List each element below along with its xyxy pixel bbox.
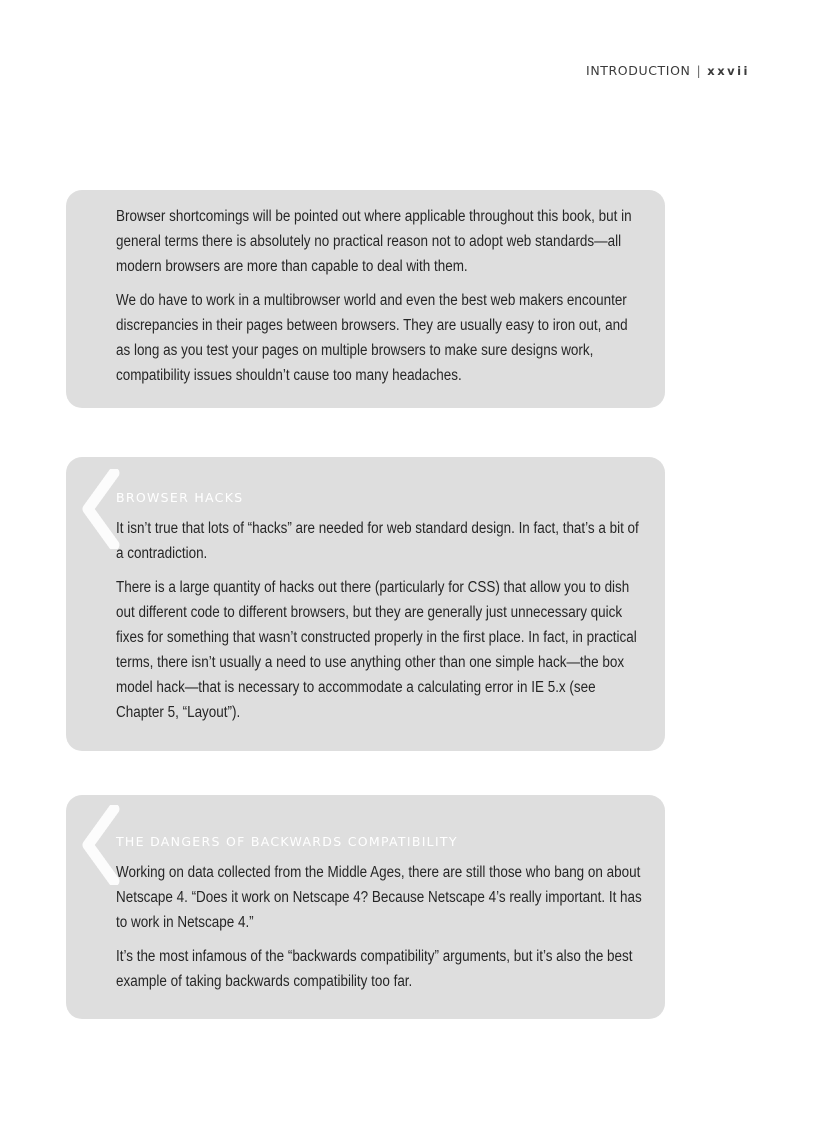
box-title: BROWSER HACKS	[116, 490, 244, 505]
note-paragraph: There is a large quantity of hacks out there (particularly for CSS) that allow you to dish out different code to different browsers, but they are generally just unnecessary quick fixes for something that wasn’t constructed properly in the first place. In fact, in practical terms, there isn’t usually a need to use anything other than one simple hack—the box model hack—that is necessary to accommodate a calculating error in IE 5.x (see Chapter 5, “Layout”).	[116, 579, 637, 721]
note-box-browser-hacks	[66, 457, 665, 751]
header-separator: |	[696, 63, 702, 78]
running-header	[586, 63, 750, 78]
box-title: THE DANGERS OF BACKWARDS COMPATIBILITY	[116, 834, 458, 849]
note-paragraph: It’s the most infamous of the “backwards compatibility” arguments, but it’s also the best example of taking backwards compatibility too far.	[116, 948, 633, 990]
page-number: xxvii	[707, 64, 750, 78]
section-name: INTRODUCTION	[586, 63, 691, 78]
note-paragraph: We do have to work in a multibrowser world and even the best web makers encounter discrepancies in their pages between browsers. They are usually easy to iron out, and as long as you test your pages on multiple browsers to make sure designs work, compatibility issues shouldn’t cause too many headaches.	[116, 292, 628, 384]
note-box-backwards-compatibility	[66, 795, 665, 1019]
note-paragraph: It isn’t true that lots of “hacks” are needed for web standard design. In fact, that’s a bit of a contradiction.	[116, 520, 639, 562]
note-box-standards	[66, 190, 665, 408]
note-paragraph: Working on data collected from the Middle Ages, there are still those who bang on about Netscape 4. “Does it work on Netscape 4? Because Netscape 4’s really important. It has to work in Netscape 4.”	[116, 864, 642, 931]
note-paragraph: Browser shortcomings will be pointed out where applicable throughout this book, but in general terms there is absolutely no practical reason not to adopt web standards—all modern browsers are more than capable to deal with them.	[116, 208, 632, 275]
